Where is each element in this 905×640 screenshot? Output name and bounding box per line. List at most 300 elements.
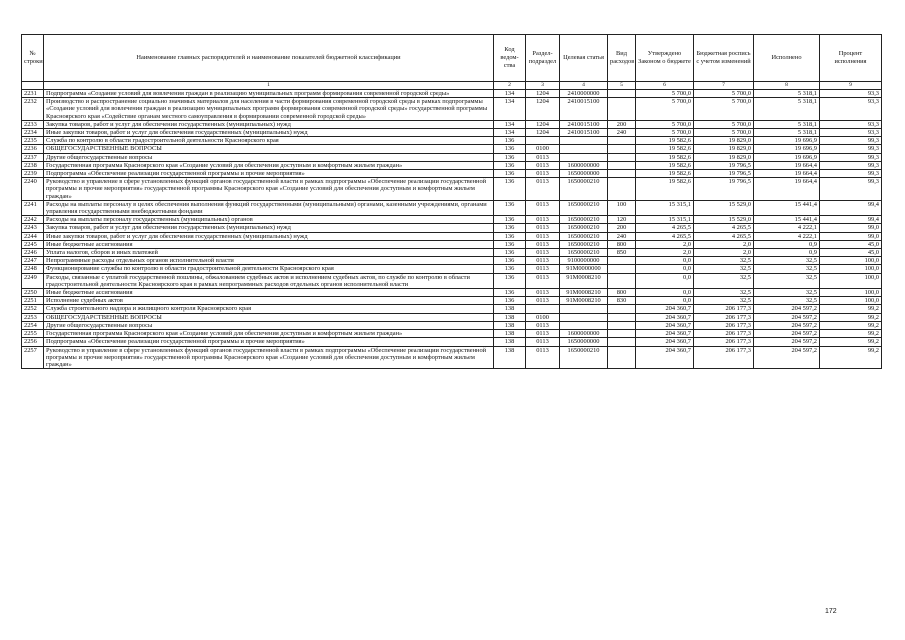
budget-execution-table (21, 34, 882, 369)
page-number: 172 (825, 608, 837, 615)
row-number-cell: 2247 (22, 257, 44, 265)
section-cell: 0113 (526, 297, 560, 305)
expense-type-cell: 240 (608, 232, 636, 240)
budget-list-cell: 19 796,5 (694, 178, 754, 201)
percent-cell: 93,3 (820, 120, 882, 128)
section-cell: 0113 (526, 224, 560, 232)
section-cell: 0113 (526, 178, 560, 201)
table-row (22, 257, 882, 265)
approved-cell: 5 700,0 (636, 98, 694, 121)
expense-type-cell: 830 (608, 297, 636, 305)
column-number (22, 82, 44, 90)
row-number-cell: 2251 (22, 297, 44, 305)
table-row (22, 216, 882, 224)
expense-type-cell: 120 (608, 216, 636, 224)
budget-list-cell: 5 700,0 (694, 129, 754, 137)
dept-code-cell: 136 (494, 224, 526, 232)
header-section: Раздел-подраздел (526, 35, 560, 82)
table-row (22, 321, 882, 329)
item-name-cell: Подпрограмма «Обеспечение реализации государственной программы и прочие мероприятия» (44, 338, 494, 346)
percent-cell: 99,3 (820, 137, 882, 145)
item-name-cell: Служба по контролю в области градостроительной деятельности Красноярского края (44, 137, 494, 145)
target-article-cell: 1650000210 (560, 249, 608, 257)
row-number-cell: 2235 (22, 137, 44, 145)
expense-type-cell: 200 (608, 120, 636, 128)
header-percent: Процент исполнения (820, 35, 882, 82)
target-article-cell: 2410015100 (560, 120, 608, 128)
target-article-cell: 2410015100 (560, 98, 608, 121)
item-name-cell: Государственная программа Красноярского края «Создание условий для обеспечения доступным и комфортным жильем граждан» (44, 161, 494, 169)
header-row-no: № строки (22, 35, 44, 82)
dept-code-cell: 136 (494, 273, 526, 288)
expense-type-cell (608, 338, 636, 346)
executed-cell: 5 318,1 (754, 98, 820, 121)
target-article-cell: 1600000000 (560, 330, 608, 338)
dept-code-cell: 134 (494, 120, 526, 128)
target-article-cell (560, 153, 608, 161)
percent-cell: 93,3 (820, 90, 882, 98)
expense-type-cell (608, 346, 636, 369)
approved-cell: 2,0 (636, 240, 694, 248)
percent-cell: 99,0 (820, 232, 882, 240)
executed-cell: 0,9 (754, 240, 820, 248)
percent-cell: 99,2 (820, 321, 882, 329)
column-number: 9 (820, 82, 882, 90)
row-number-cell: 2243 (22, 224, 44, 232)
expense-type-cell (608, 145, 636, 153)
table-row (22, 240, 882, 248)
percent-cell: 99,2 (820, 313, 882, 321)
dept-code-cell: 136 (494, 200, 526, 215)
budget-list-cell: 32,5 (694, 265, 754, 273)
dept-code-cell: 136 (494, 265, 526, 273)
executed-cell: 5 318,1 (754, 90, 820, 98)
approved-cell: 4 265,5 (636, 232, 694, 240)
target-article-cell: 91М0000000 (560, 265, 608, 273)
row-number-cell: 2237 (22, 153, 44, 161)
target-article-cell: 91М0008210 (560, 297, 608, 305)
budget-list-cell: 5 700,0 (694, 98, 754, 121)
item-name-cell: Закупка товаров, работ и услуг для обеспечения государственных (муниципальных) нужд (44, 120, 494, 128)
executed-cell: 204 597,2 (754, 313, 820, 321)
target-article-cell (560, 137, 608, 145)
approved-cell: 204 360,7 (636, 346, 694, 369)
executed-cell: 204 597,2 (754, 321, 820, 329)
percent-cell: 100,0 (820, 297, 882, 305)
dept-code-cell: 136 (494, 249, 526, 257)
table-row (22, 289, 882, 297)
approved-cell: 204 360,7 (636, 330, 694, 338)
budget-list-cell: 206 177,3 (694, 330, 754, 338)
executed-cell: 0,9 (754, 249, 820, 257)
item-name-cell: Иные бюджетные ассигнования (44, 240, 494, 248)
item-name-cell: Расходы на выплаты персоналу государственных (муниципальных) органов (44, 216, 494, 224)
executed-cell: 5 318,1 (754, 129, 820, 137)
executed-cell: 19 664,4 (754, 170, 820, 178)
expense-type-cell: 200 (608, 224, 636, 232)
approved-cell: 19 582,6 (636, 178, 694, 201)
section-cell: 0113 (526, 338, 560, 346)
expense-type-cell (608, 321, 636, 329)
row-number-cell: 2234 (22, 129, 44, 137)
budget-list-cell: 5 700,0 (694, 90, 754, 98)
executed-cell: 4 222,1 (754, 232, 820, 240)
percent-cell: 99,4 (820, 200, 882, 215)
row-number-cell: 2253 (22, 313, 44, 321)
item-name-cell: Уплата налогов, сборов и иных платежей (44, 249, 494, 257)
header-target: Целевая статья (560, 35, 608, 82)
item-name-cell: Непрограммные расходы отдельных органов исполнительной власти (44, 257, 494, 265)
row-number-cell: 2244 (22, 232, 44, 240)
item-name-cell: ОБЩЕГОСУДАРСТВЕННЫЕ ВОПРОСЫ (44, 145, 494, 153)
table-row (22, 161, 882, 169)
target-article-cell: 91М0008210 (560, 289, 608, 297)
header-name: Наименование главных распорядителей и наименование показателей бюджетной классификации (44, 35, 494, 82)
budget-list-cell: 15 529,0 (694, 216, 754, 224)
approved-cell: 0,0 (636, 273, 694, 288)
row-number-cell: 2257 (22, 346, 44, 369)
dept-code-cell: 138 (494, 305, 526, 313)
column-number-row (22, 82, 882, 90)
approved-cell: 5 700,0 (636, 90, 694, 98)
executed-cell: 4 222,1 (754, 224, 820, 232)
row-number-cell: 2256 (22, 338, 44, 346)
dept-code-cell: 138 (494, 330, 526, 338)
expense-type-cell (608, 305, 636, 313)
dept-code-cell: 136 (494, 216, 526, 224)
target-article-cell: 1650000000 (560, 338, 608, 346)
approved-cell: 204 360,7 (636, 321, 694, 329)
column-number: 1 (44, 82, 494, 90)
table-row (22, 153, 882, 161)
row-number-cell: 2245 (22, 240, 44, 248)
target-article-cell: 1650000210 (560, 224, 608, 232)
approved-cell: 4 265,5 (636, 224, 694, 232)
expense-type-cell: 240 (608, 129, 636, 137)
executed-cell: 32,5 (754, 257, 820, 265)
expense-type-cell (608, 90, 636, 98)
section-cell: 0100 (526, 145, 560, 153)
budget-list-cell: 206 177,3 (694, 313, 754, 321)
executed-cell: 32,5 (754, 273, 820, 288)
budget-list-cell: 32,5 (694, 289, 754, 297)
expense-type-cell (608, 137, 636, 145)
section-cell: 0113 (526, 289, 560, 297)
dept-code-cell: 136 (494, 161, 526, 169)
header-approved: Утверждено Законом о бюджете (636, 35, 694, 82)
row-number-cell: 2255 (22, 330, 44, 338)
section-cell: 0113 (526, 265, 560, 273)
expense-type-cell (608, 273, 636, 288)
dept-code-cell: 138 (494, 313, 526, 321)
budget-list-cell: 32,5 (694, 273, 754, 288)
table-row (22, 265, 882, 273)
item-name-cell: Иные бюджетные ассигнования (44, 289, 494, 297)
target-article-cell (560, 321, 608, 329)
dept-code-cell: 136 (494, 240, 526, 248)
section-cell: 1204 (526, 129, 560, 137)
item-name-cell: ОБЩЕГОСУДАРСТВЕННЫЕ ВОПРОСЫ (44, 313, 494, 321)
header-executed: Исполнено (754, 35, 820, 82)
dept-code-cell: 138 (494, 321, 526, 329)
item-name-cell: Расходы, связанные с уплатой государственной пошлины, обжалованием судебных актов и исполнением судебных актов, по службе по контролю в области градостроительной деятельности Красноярского края в рамках непрограммных расходов отдельных органов исполнительной власти (44, 273, 494, 288)
expense-type-cell (608, 313, 636, 321)
executed-cell: 32,5 (754, 297, 820, 305)
budget-list-cell: 32,5 (694, 257, 754, 265)
section-cell: 0113 (526, 273, 560, 288)
budget-list-cell: 206 177,3 (694, 305, 754, 313)
percent-cell: 93,3 (820, 98, 882, 121)
budget-list-cell: 19 829,0 (694, 137, 754, 145)
item-name-cell: Подпрограмма «Обеспечение реализации государственной программы и прочие мероприятия» (44, 170, 494, 178)
row-number-cell: 2254 (22, 321, 44, 329)
column-number: 6 (636, 82, 694, 90)
table-header-row (22, 35, 882, 82)
approved-cell: 19 582,6 (636, 170, 694, 178)
percent-cell: 99,0 (820, 224, 882, 232)
budget-list-cell: 206 177,3 (694, 338, 754, 346)
executed-cell: 204 597,2 (754, 338, 820, 346)
budget-list-cell: 19 829,0 (694, 145, 754, 153)
row-number-cell: 2246 (22, 249, 44, 257)
table-row (22, 145, 882, 153)
table-row (22, 273, 882, 288)
budget-list-cell: 4 265,5 (694, 232, 754, 240)
dept-code-cell: 134 (494, 98, 526, 121)
target-article-cell (560, 305, 608, 313)
row-number-cell: 2240 (22, 178, 44, 201)
expense-type-cell (608, 330, 636, 338)
section-cell: 1204 (526, 98, 560, 121)
target-article-cell: 1650000210 (560, 240, 608, 248)
approved-cell: 15 315,1 (636, 216, 694, 224)
executed-cell: 19 696,9 (754, 145, 820, 153)
column-number: 5 (608, 82, 636, 90)
expense-type-cell: 800 (608, 289, 636, 297)
target-article-cell: 1650000210 (560, 346, 608, 369)
approved-cell: 0,0 (636, 265, 694, 273)
section-cell (526, 305, 560, 313)
target-article-cell: 1650000210 (560, 200, 608, 215)
percent-cell: 100,0 (820, 273, 882, 288)
executed-cell: 32,5 (754, 265, 820, 273)
target-article-cell: 1650000000 (560, 170, 608, 178)
budget-list-cell: 2,0 (694, 249, 754, 257)
budget-list-cell: 4 265,5 (694, 224, 754, 232)
target-article-cell: 1650000210 (560, 178, 608, 201)
target-article-cell: 2410000000 (560, 90, 608, 98)
table-row (22, 178, 882, 201)
approved-cell: 19 582,6 (636, 137, 694, 145)
header-budget-list: Бюджетная роспись с учетом изменений (694, 35, 754, 82)
item-name-cell: Иные закупки товаров, работ и услуг для обеспечения государственных (муниципальных) нужд (44, 232, 494, 240)
target-article-cell (560, 313, 608, 321)
section-cell: 0113 (526, 346, 560, 369)
dept-code-cell: 136 (494, 170, 526, 178)
table-body (22, 90, 882, 369)
section-cell: 0113 (526, 153, 560, 161)
percent-cell: 99,3 (820, 170, 882, 178)
row-number-cell: 2236 (22, 145, 44, 153)
item-name-cell: Государственная программа Красноярского края «Создание условий для обеспечения доступным и комфортным жильем граждан» (44, 330, 494, 338)
target-article-cell (560, 145, 608, 153)
executed-cell: 204 597,2 (754, 330, 820, 338)
section-cell (526, 137, 560, 145)
percent-cell: 100,0 (820, 265, 882, 273)
dept-code-cell: 138 (494, 346, 526, 369)
budget-list-cell: 5 700,0 (694, 120, 754, 128)
item-name-cell: Исполнение судебных актов (44, 297, 494, 305)
approved-cell: 204 360,7 (636, 338, 694, 346)
item-name-cell: Подпрограмма «Создание условий для вовлечения граждан в реализацию муниципальных программ формирования современной городской среды» (44, 90, 494, 98)
item-name-cell: Руководство и управление в сфере установленных функций органов государственной власти в рамках подпрограммы «Обеспечение реализации государственной программы и прочие мероприятия» государственной программы Красноярского края «Создание условий для обеспечения доступным и комфортным жильем граждан» (44, 346, 494, 369)
column-number: 4 (560, 82, 608, 90)
executed-cell: 19 664,4 (754, 178, 820, 201)
percent-cell: 45,0 (820, 249, 882, 257)
executed-cell: 15 441,4 (754, 216, 820, 224)
row-number-cell: 2232 (22, 98, 44, 121)
percent-cell: 99,2 (820, 346, 882, 369)
section-cell: 0113 (526, 249, 560, 257)
expense-type-cell (608, 170, 636, 178)
table-row (22, 129, 882, 137)
executed-cell: 19 696,9 (754, 137, 820, 145)
executed-cell: 15 441,4 (754, 200, 820, 215)
item-name-cell: Иные закупки товаров, работ и услуг для обеспечения государственных (муниципальных) нужд (44, 129, 494, 137)
budget-list-cell: 19 796,5 (694, 170, 754, 178)
approved-cell: 2,0 (636, 249, 694, 257)
dept-code-cell: 136 (494, 137, 526, 145)
section-cell: 0100 (526, 313, 560, 321)
budget-list-cell: 32,5 (694, 297, 754, 305)
expense-type-cell: 800 (608, 240, 636, 248)
budget-list-cell: 19 829,0 (694, 153, 754, 161)
approved-cell: 15 315,1 (636, 200, 694, 215)
expense-type-cell (608, 161, 636, 169)
table-row (22, 98, 882, 121)
percent-cell: 100,0 (820, 289, 882, 297)
percent-cell: 99,4 (820, 216, 882, 224)
target-article-cell: 1600000000 (560, 161, 608, 169)
target-article-cell: 1650000210 (560, 232, 608, 240)
item-name-cell: Служба строительного надзора и жилищного контроля Красноярского края (44, 305, 494, 313)
executed-cell: 5 318,1 (754, 120, 820, 128)
dept-code-cell: 136 (494, 257, 526, 265)
table-row (22, 120, 882, 128)
dept-code-cell: 138 (494, 338, 526, 346)
section-cell: 0113 (526, 232, 560, 240)
row-number-cell: 2242 (22, 216, 44, 224)
column-number: 8 (754, 82, 820, 90)
section-cell: 0113 (526, 240, 560, 248)
dept-code-cell: 136 (494, 232, 526, 240)
percent-cell: 99,3 (820, 153, 882, 161)
section-cell: 0113 (526, 257, 560, 265)
row-number-cell: 2241 (22, 200, 44, 215)
section-cell: 0113 (526, 161, 560, 169)
executed-cell: 32,5 (754, 289, 820, 297)
target-article-cell: 1650000210 (560, 216, 608, 224)
table-row (22, 297, 882, 305)
approved-cell: 0,0 (636, 297, 694, 305)
dept-code-cell: 136 (494, 289, 526, 297)
column-number: 7 (694, 82, 754, 90)
budget-list-cell: 206 177,3 (694, 346, 754, 369)
dept-code-cell: 136 (494, 145, 526, 153)
table-row (22, 313, 882, 321)
header-dept-code: Код ведом-ства (494, 35, 526, 82)
table-row (22, 224, 882, 232)
table-row (22, 232, 882, 240)
item-name-cell: Расходы на выплаты персоналу в целях обеспечения выполнения функций государственными (муниципальными) органами, казенными учреждениями, органами управления государственными внебюджетными фондами (44, 200, 494, 215)
table-row (22, 200, 882, 215)
expense-type-cell (608, 178, 636, 201)
dept-code-cell: 136 (494, 178, 526, 201)
section-cell: 1204 (526, 90, 560, 98)
table-row (22, 170, 882, 178)
expense-type-cell (608, 153, 636, 161)
budget-list-cell: 2,0 (694, 240, 754, 248)
percent-cell: 99,3 (820, 145, 882, 153)
row-number-cell: 2239 (22, 170, 44, 178)
approved-cell: 19 582,6 (636, 153, 694, 161)
table-row (22, 330, 882, 338)
approved-cell: 0,0 (636, 257, 694, 265)
section-cell: 0113 (526, 330, 560, 338)
percent-cell: 100,0 (820, 257, 882, 265)
target-article-cell: 9100000000 (560, 257, 608, 265)
executed-cell: 19 664,4 (754, 161, 820, 169)
percent-cell: 99,3 (820, 178, 882, 201)
table-row (22, 305, 882, 313)
table-row (22, 137, 882, 145)
item-name-cell: Другие общегосударственные вопросы (44, 153, 494, 161)
percent-cell: 93,3 (820, 129, 882, 137)
approved-cell: 19 582,6 (636, 161, 694, 169)
approved-cell: 204 360,7 (636, 305, 694, 313)
table-row (22, 338, 882, 346)
target-article-cell: 2410015100 (560, 129, 608, 137)
executed-cell: 19 696,9 (754, 153, 820, 161)
budget-list-cell: 19 796,5 (694, 161, 754, 169)
row-number-cell: 2238 (22, 161, 44, 169)
expense-type-cell: 850 (608, 249, 636, 257)
dept-code-cell: 134 (494, 129, 526, 137)
dept-code-cell: 136 (494, 297, 526, 305)
percent-cell: 99,2 (820, 338, 882, 346)
section-cell: 0113 (526, 200, 560, 215)
dept-code-cell: 134 (494, 90, 526, 98)
percent-cell: 99,2 (820, 330, 882, 338)
row-number-cell: 2249 (22, 273, 44, 288)
percent-cell: 99,3 (820, 161, 882, 169)
expense-type-cell (608, 98, 636, 121)
budget-list-cell: 15 529,0 (694, 200, 754, 215)
approved-cell: 204 360,7 (636, 313, 694, 321)
item-name-cell: Другие общегосударственные вопросы (44, 321, 494, 329)
section-cell: 1204 (526, 120, 560, 128)
approved-cell: 5 700,0 (636, 129, 694, 137)
table-row (22, 346, 882, 369)
item-name-cell: Производство и распространение социально значимых материалов для населения в части формирования современной городской среды в рамках подпрограммы «Создание условий для вовлечения граждан в реализацию муниципальных программ формирования современной городской среды» государственной программы Красноярского края «Содействие органам местного самоуправления в формировании современной городской среды» (44, 98, 494, 121)
target-article-cell: 91М0008210 (560, 273, 608, 288)
percent-cell: 45,0 (820, 240, 882, 248)
row-number-cell: 2252 (22, 305, 44, 313)
item-name-cell: Руководство и управление в сфере установленных функций органов государственной власти в рамках подпрограммы «Обеспечение реализации государственной программы и прочие мероприятия» государственной программы Красноярского края «Создание условий для обеспечения доступным и комфортным жильем граждан» (44, 178, 494, 201)
row-number-cell: 2248 (22, 265, 44, 273)
column-number: 3 (526, 82, 560, 90)
item-name-cell: Закупка товаров, работ и услуг для обеспечения государственных (муниципальных) нужд (44, 224, 494, 232)
